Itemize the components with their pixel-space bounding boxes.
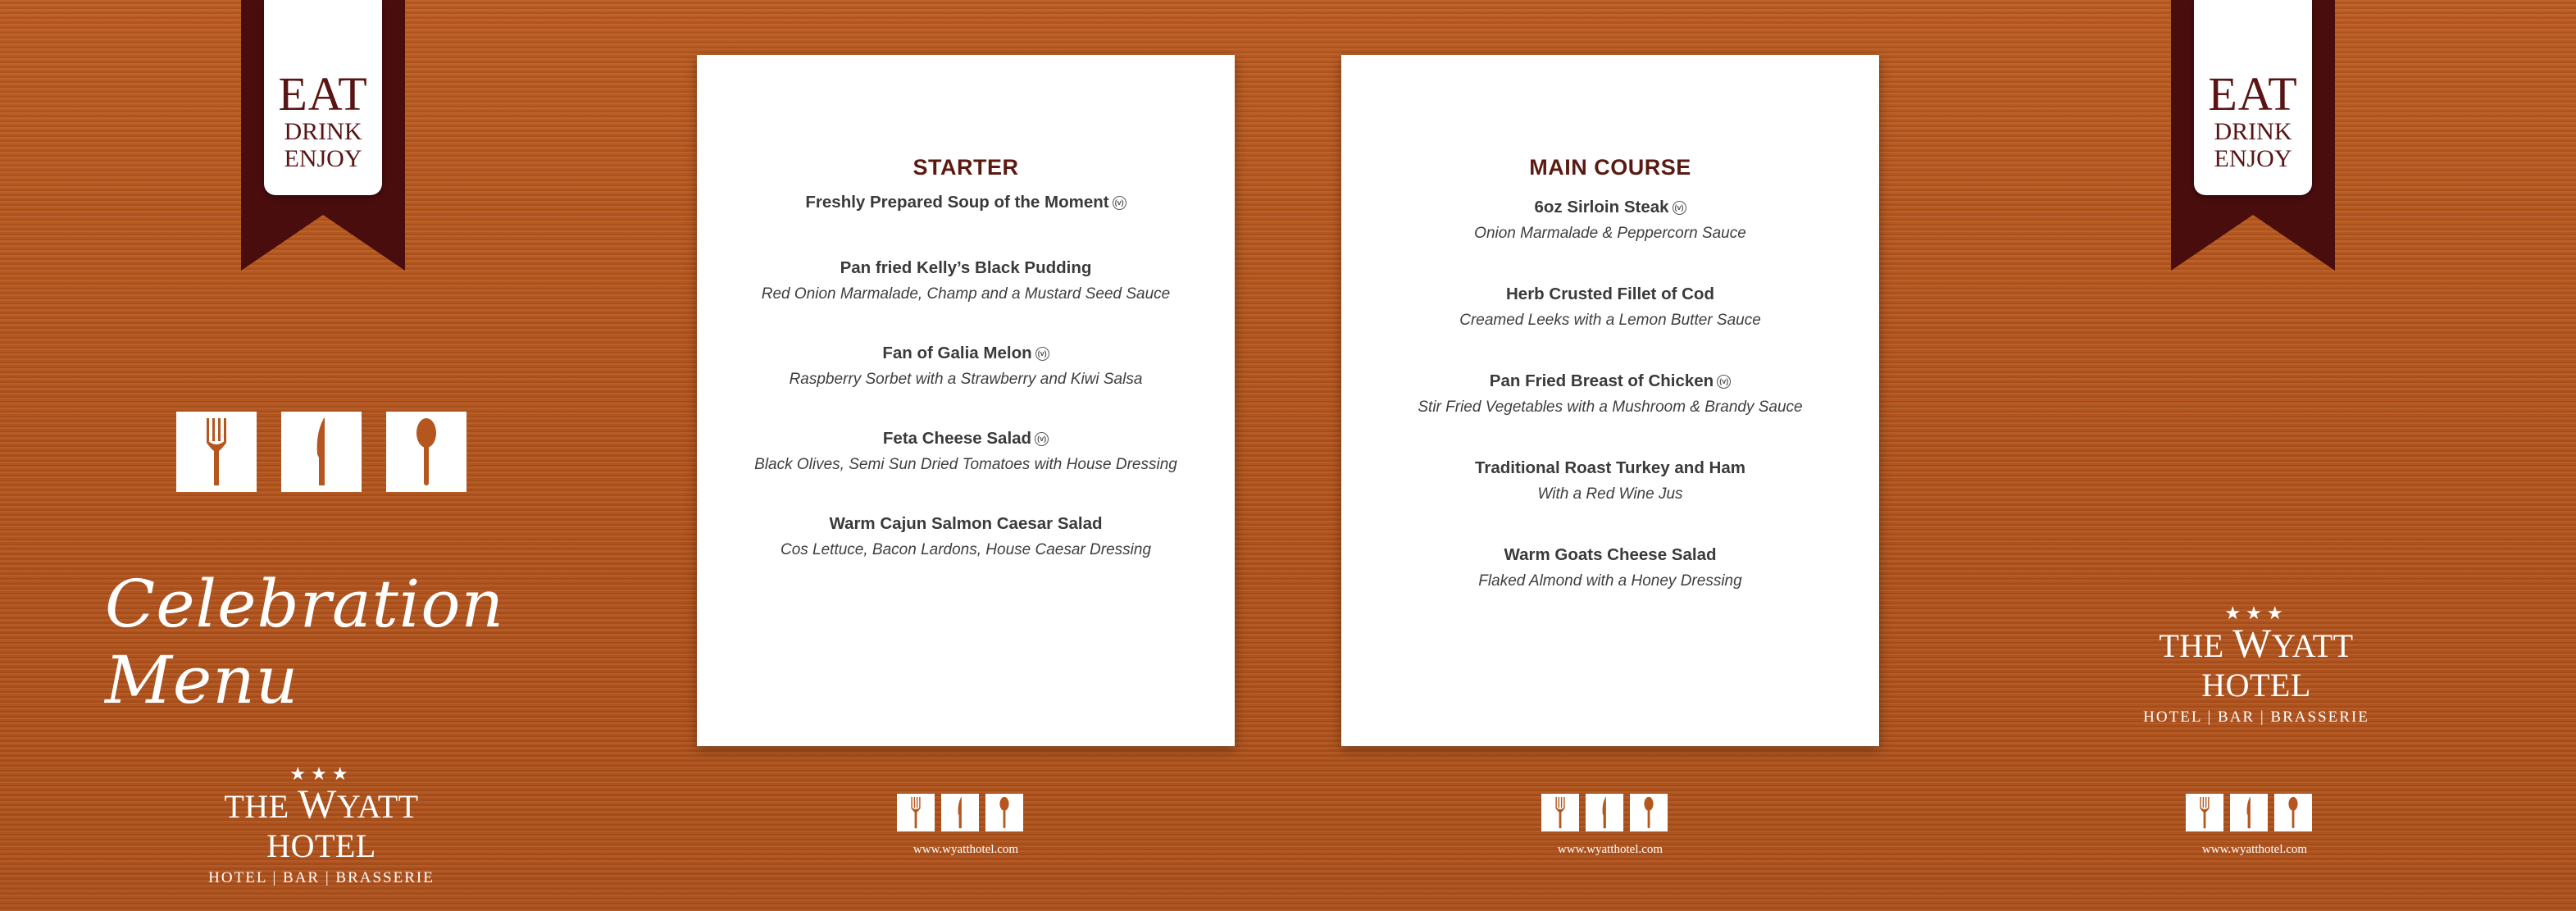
ribbon-card — [264, 0, 382, 195]
menu-item-title — [1341, 197, 1879, 218]
menu-item — [1341, 371, 1879, 418]
hotel-name-rest: YATT HOTEL — [266, 788, 419, 864]
menu-item-title — [697, 343, 1235, 364]
spoon-icon — [1642, 796, 1655, 829]
website-url[interactable]: www.wyatthotel.com — [1557, 843, 1663, 856]
fork-icon — [2196, 796, 2213, 829]
spoon-icon — [2287, 796, 2300, 829]
spoon-tile — [1630, 794, 1668, 831]
ribbon-eat: EAT — [2208, 67, 2298, 121]
vegetarian-icon: (v) — [1717, 375, 1731, 389]
menu-item-description: With a Red Wine Jus — [1537, 485, 1683, 503]
item-title-text: Pan Fried Breast of Chicken — [1489, 371, 1714, 390]
menu-item — [697, 257, 1235, 305]
knife-icon — [2243, 796, 2255, 829]
hotel-name-prefix: THE — [2159, 627, 2233, 664]
knife-tile — [1586, 794, 1623, 831]
hotel-stars: ★★★ — [289, 763, 353, 784]
hotel-tagline: HOTEL | BAR | BRASSERIE — [2143, 708, 2369, 726]
knife-tile — [2230, 794, 2268, 831]
menu-item-title: Traditional Roast Turkey and Ham — [1475, 458, 1745, 477]
main-course-menu-panel — [1341, 55, 1879, 746]
hotel-name-w: W — [2232, 620, 2272, 666]
hotel-name — [2117, 620, 2396, 705]
vegetarian-icon: (v) — [1673, 201, 1686, 215]
knife-tile — [941, 794, 979, 831]
eat-drink-enjoy-ribbon-right — [2171, 0, 2335, 271]
cutlery-icons-small — [1541, 794, 1674, 831]
spoon-icon — [412, 417, 440, 487]
menu-item-description: Cos Lettuce, Bacon Lardons, House Caesar Dressing — [780, 541, 1152, 558]
menu-item-title — [1341, 371, 1879, 392]
ribbon-enjoy: ENJOY — [2214, 145, 2292, 172]
menu-item-title: Warm Goats Cheese Salad — [1504, 545, 1717, 564]
ribbon-card — [2194, 0, 2312, 195]
menu-item — [697, 428, 1235, 476]
menu-item-title: Herb Crusted Fillet of Cod — [1506, 285, 1714, 303]
hotel-stars: ★★★ — [2224, 603, 2288, 623]
website-url[interactable]: www.wyatthotel.com — [913, 843, 1019, 856]
item-title-text: Freshly Prepared Soup of the Moment — [805, 193, 1109, 212]
eat-drink-enjoy-ribbon-left — [241, 0, 405, 271]
menu-item-description: Black Olives, Semi Sun Dried Tomatoes with House Dressing — [754, 456, 1177, 473]
item-title-text: Fan of Galia Melon — [882, 344, 1032, 362]
hotel-name-rest: YATT HOTEL — [2201, 627, 2354, 704]
menu-item-description: Raspberry Sorbet with a Strawberry and Kiwi Salsa — [789, 371, 1143, 388]
vegetarian-icon: (v) — [1035, 347, 1049, 361]
vegetarian-icon: (v) — [1035, 432, 1049, 446]
starter-heading: STARTER — [913, 155, 1019, 180]
fork-tile — [176, 412, 257, 492]
spoon-icon — [998, 796, 1011, 829]
knife-tile — [281, 412, 362, 492]
vegetarian-icon: (v) — [1113, 196, 1126, 210]
website-url[interactable]: www.wyatthotel.com — [2201, 843, 2308, 856]
fork-icon — [908, 796, 924, 829]
ribbon-eat: EAT — [278, 67, 368, 121]
menu-item — [1341, 458, 1879, 505]
spoon-tile — [2274, 794, 2312, 831]
hotel-name-prefix: THE — [224, 788, 298, 825]
starter-menu-panel — [697, 55, 1235, 746]
cutlery-icons-small — [897, 794, 1030, 831]
menu-item-title: Pan fried Kelly’s Black Pudding — [840, 258, 1092, 277]
menu-item-title: Warm Cajun Salmon Caesar Salad — [829, 514, 1103, 533]
menu-item — [1341, 544, 1879, 592]
item-title-text: 6oz Sirloin Steak — [1534, 198, 1669, 216]
cutlery-icons-small — [2186, 794, 2319, 831]
fork-icon — [200, 417, 233, 487]
item-title-text: Feta Cheese Salad — [882, 429, 1032, 448]
fork-icon — [1552, 796, 1568, 829]
knife-icon — [954, 796, 966, 829]
fork-tile — [897, 794, 935, 831]
menu-item-description: Red Onion Marmalade, Champ and a Mustard Seed Sauce — [761, 285, 1171, 303]
cutlery-icons-large — [176, 412, 491, 492]
spoon-tile — [386, 412, 467, 492]
knife-icon — [309, 417, 334, 487]
menu-item-description: Onion Marmalade & Peppercorn Sauce — [1474, 225, 1746, 242]
menu-item — [697, 343, 1235, 390]
fork-tile — [1541, 794, 1579, 831]
ribbon-drink: DRINK — [284, 118, 362, 145]
menu-item-description: Stir Fried Vegetables with a Mushroom & Brandy Sauce — [1418, 399, 1803, 416]
menu-item — [1341, 284, 1879, 331]
menu-item-title — [697, 428, 1235, 449]
hotel-name — [182, 781, 461, 866]
celebration-menu-title: Celebration Menu — [105, 566, 505, 718]
hotel-name-w: W — [298, 781, 337, 827]
fork-tile — [2186, 794, 2223, 831]
main-course-heading: MAIN COURSE — [1529, 155, 1691, 180]
ribbon-enjoy: ENJOY — [284, 145, 362, 172]
ribbon-drink: DRINK — [2214, 118, 2292, 145]
menu-item-title — [697, 192, 1235, 213]
hotel-tagline: HOTEL | BAR | BRASSERIE — [208, 869, 435, 886]
spoon-tile — [985, 794, 1023, 831]
knife-icon — [1599, 796, 1610, 829]
menu-item-description: Flaked Almond with a Honey Dressing — [1478, 572, 1742, 590]
menu-item — [697, 513, 1235, 561]
hotel-logo-right — [2117, 604, 2396, 727]
menu-item-description: Creamed Leeks with a Lemon Butter Sauce — [1459, 312, 1761, 329]
hotel-logo-left — [182, 764, 461, 887]
menu-item — [1341, 197, 1879, 244]
menu-item — [697, 192, 1235, 213]
